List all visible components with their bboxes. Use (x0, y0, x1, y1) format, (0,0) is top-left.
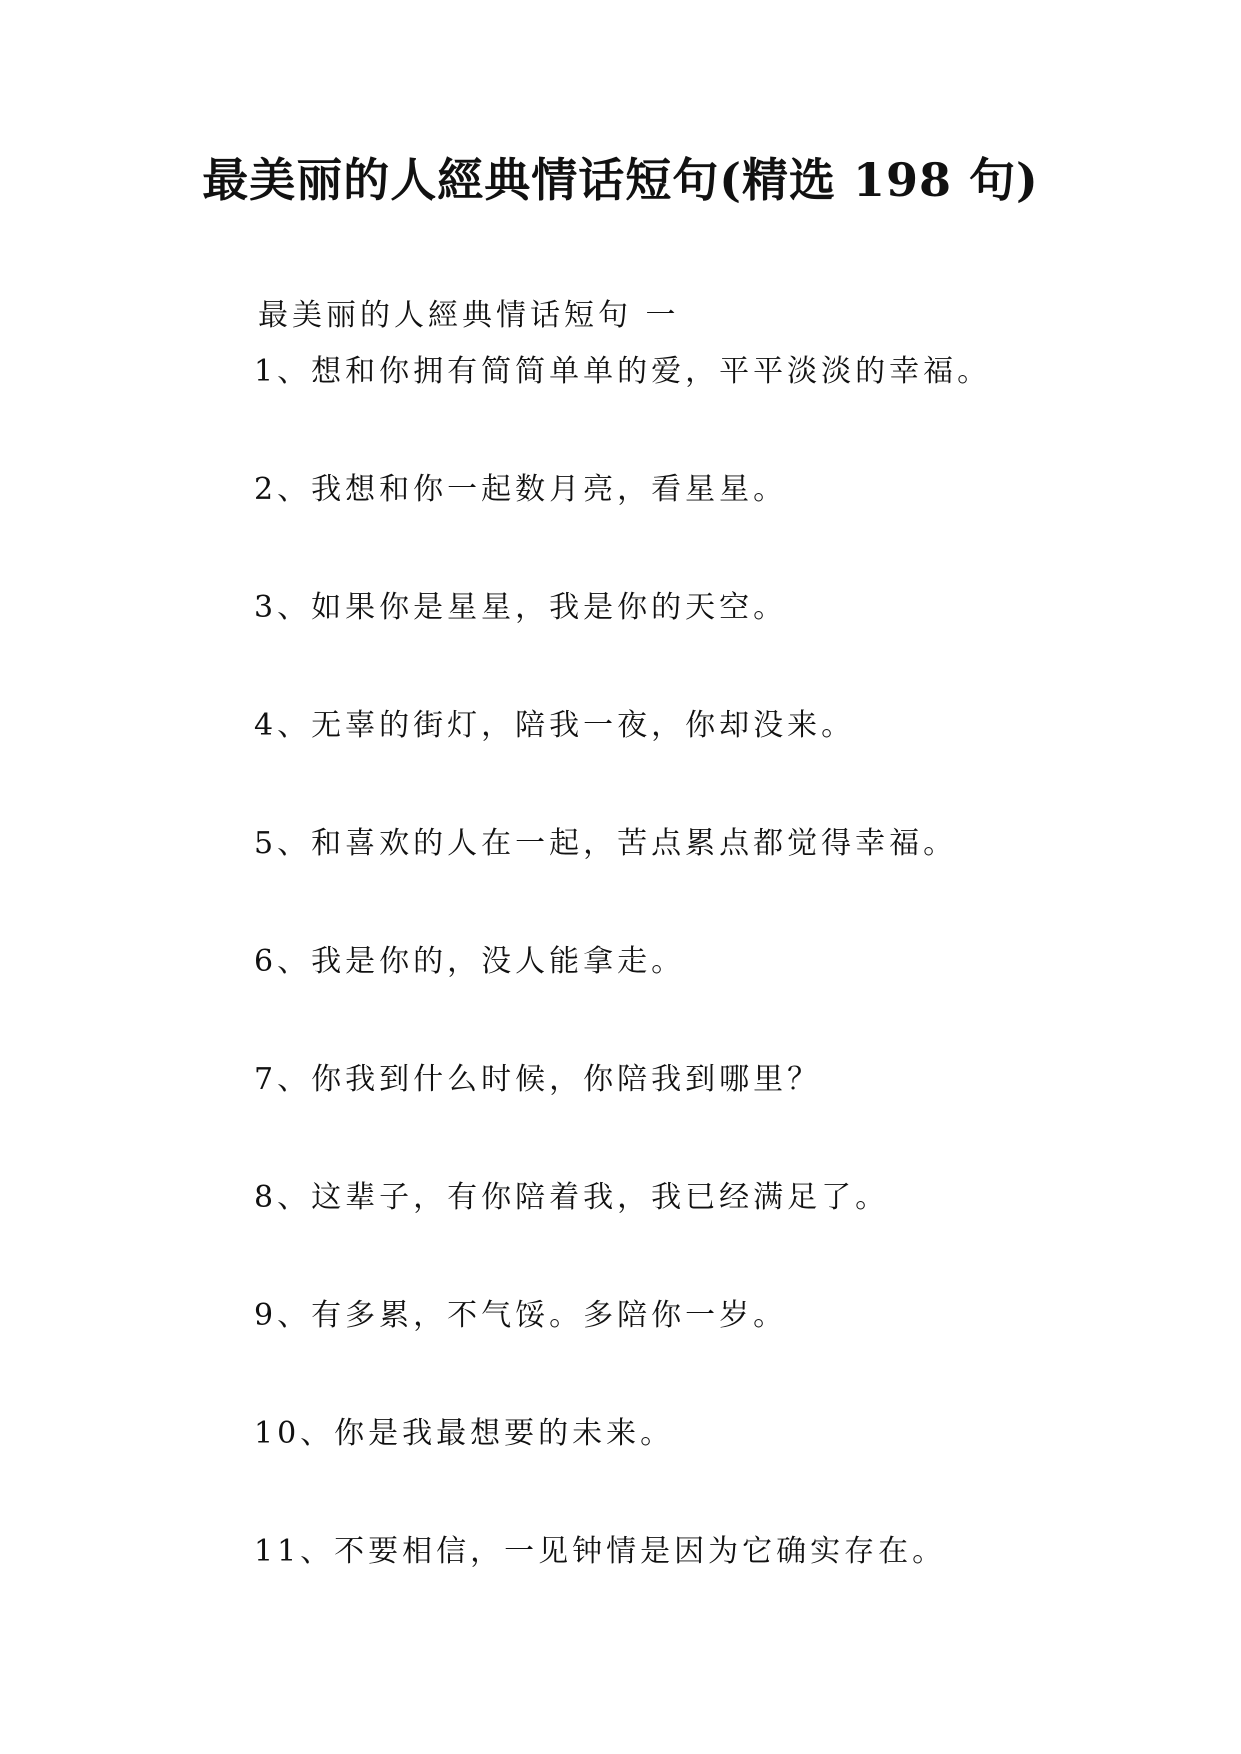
list-item: 7、你我到什么时候，你陪我到哪里？ (254, 1062, 822, 1097)
list-item: 4、无辜的街灯，陪我一夜，你却没来。 (254, 708, 856, 743)
list-item: 5、和喜欢的人在一起，苦点累点都觉得幸福。 (254, 826, 958, 861)
document-title: 最美丽的人經典情话短句(精选 198 句) (202, 153, 1039, 207)
list-item: 1、想和你拥有简简单单的爱，平平淡淡的幸福。 (254, 354, 992, 389)
list-item: 8、这辈子，有你陪着我，我已经满足了。 (254, 1180, 890, 1215)
list-item: 11、不要相信，一见钟情是因为它确实存在。 (254, 1534, 947, 1569)
section-heading: 最美丽的人經典情话短句 一 (258, 298, 680, 333)
list-item: 2、我想和你一起数月亮，看星星。 (254, 472, 788, 507)
list-item: 9、有多累，不气馁。多陪你一岁。 (254, 1298, 788, 1333)
list-item: 10、你是我最想要的未来。 (254, 1416, 675, 1451)
list-item: 3、如果你是星星，我是你的天空。 (254, 590, 788, 625)
list-item: 6、我是你的，没人能拿走。 (254, 944, 686, 979)
quote-list (254, 352, 991, 1650)
